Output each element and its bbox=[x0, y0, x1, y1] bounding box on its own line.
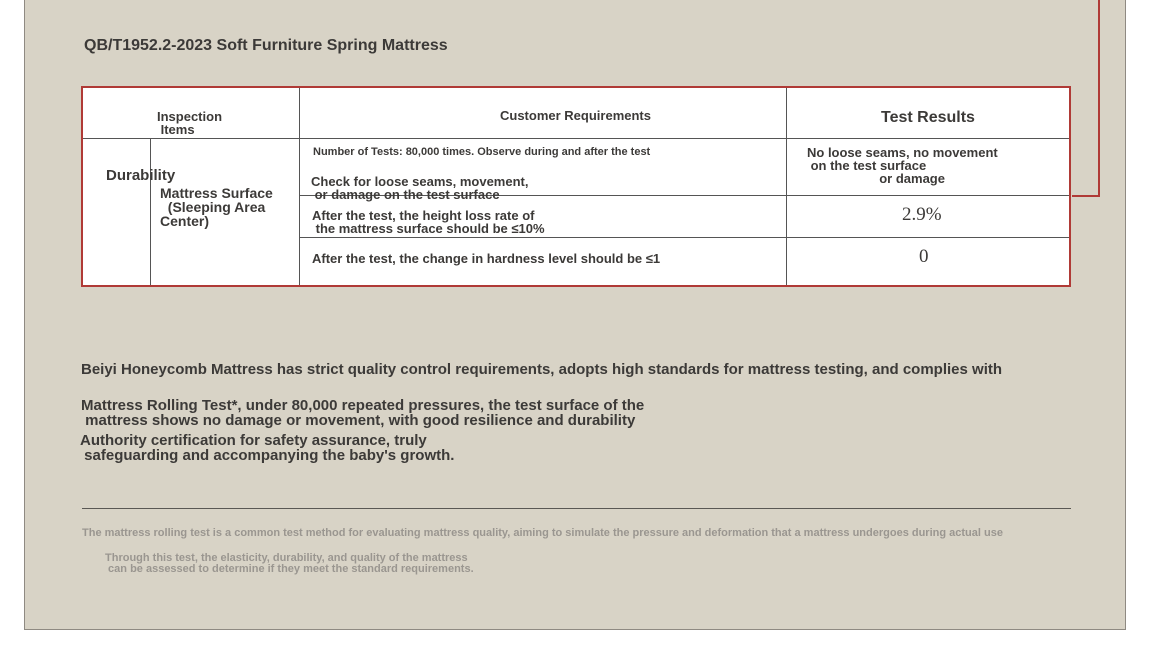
result-row-1: No loose seams, no movement on the test surface or damage bbox=[807, 145, 998, 186]
footnote-line-1: The mattress rolling test is a common test method for evaluating mattress quality, aiming to simulate the pressure and deformation that a mattress undergoes during actual use bbox=[82, 527, 1003, 539]
header-customer-requirements: Customer Requirements bbox=[500, 108, 651, 123]
body-paragraph-2: Mattress Rolling Test*, under 80,000 repeated pressures, the test surface of the mattress shows no damage or movement, with good resilience and durability bbox=[81, 397, 645, 429]
requirement-row-3: After the test, the change in hardness level should be ≤1 bbox=[312, 251, 661, 266]
header-inspection-items: Inspection Items bbox=[157, 109, 223, 137]
table-divider bbox=[83, 138, 1069, 139]
subcategory-mattress-surface: Mattress Surface (Sleeping Area Center) bbox=[160, 185, 273, 229]
body-paragraph-3: Authority certification for safety assurance, truly safeguarding and accompanying the baby's growth. bbox=[80, 432, 455, 464]
body-paragraph-1: Beiyi Honeycomb Mattress has strict quality control requirements, adopts high standards for mattress testing, and complies with bbox=[81, 361, 1003, 378]
footnote-line-2: Through this test, the elasticity, durability, and quality of the mattress can be assessed to determine if they meet the standard requirements. bbox=[105, 552, 474, 575]
category-durability: Durability bbox=[106, 167, 176, 184]
table-divider bbox=[299, 88, 300, 285]
requirement-intro: Number of Tests: 80,000 times. Observe during and after the test bbox=[313, 146, 651, 158]
horizontal-rule bbox=[82, 508, 1071, 509]
result-row-3: 0 bbox=[919, 246, 929, 267]
header-test-results: Test Results bbox=[881, 109, 975, 126]
inspection-table bbox=[81, 86, 1071, 287]
table-divider bbox=[150, 138, 151, 285]
table-divider bbox=[786, 88, 787, 285]
document-title: QB/T1952.2-2023 Soft Furniture Spring Mattress bbox=[84, 37, 448, 54]
red-connector-vertical bbox=[1098, 0, 1100, 197]
red-connector-horizontal bbox=[1072, 195, 1099, 197]
document-page bbox=[24, 0, 1126, 630]
requirement-row-2: After the test, the height loss rate of the mattress surface should be ≤10% bbox=[312, 208, 545, 236]
requirement-row-1: Check for loose seams, movement, or damage on the test surface bbox=[311, 174, 529, 202]
table-divider bbox=[299, 237, 1069, 238]
result-row-2: 2.9% bbox=[902, 204, 942, 225]
